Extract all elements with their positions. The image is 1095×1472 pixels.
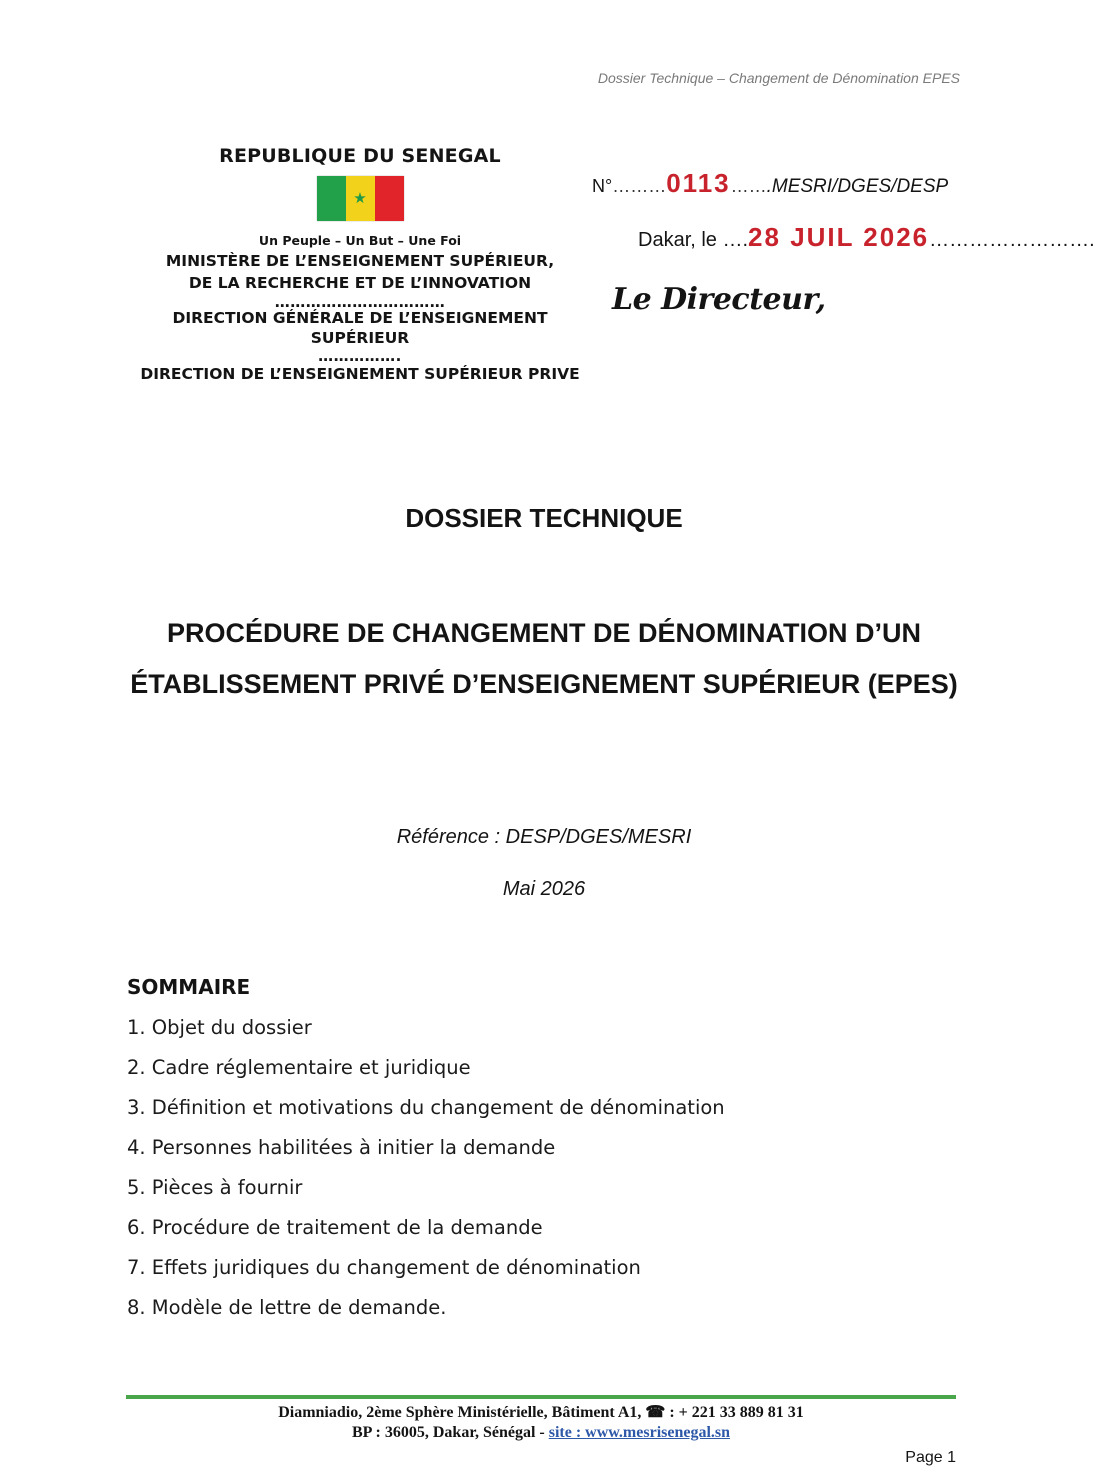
flag-star-icon: ★ [353, 189, 367, 207]
dges-line-1: DIRECTION GÉNÉRALE DE L’ENSEIGNEMENT [172, 309, 548, 327]
date-value-stamp: 28 JUIL 2026 [748, 222, 930, 252]
running-header: Dossier Technique – Changement de Dénomination EPES [597, 70, 960, 86]
number-value-stamp: 0113 [666, 168, 731, 198]
ministry-name [120, 250, 600, 294]
letterhead-separator: …………………………… [274, 293, 446, 311]
number-code: .MESRI/DGES/DESP [766, 176, 949, 197]
ministry-line-1: MINISTÈRE DE L’ENSEIGNEMENT SUPÉRIEUR, [165, 252, 555, 270]
flag-red-band [375, 176, 404, 221]
summary-item: 2. Cadre réglementaire et juridique [127, 1056, 471, 1079]
footer-divider [126, 1395, 956, 1399]
letter-number [592, 168, 948, 199]
letterhead-separator-short: ……………. [318, 347, 402, 365]
document-title: DOSSIER TECHNIQUE [405, 503, 683, 533]
dges-name [120, 308, 600, 348]
summary-item: 5. Pièces à fournir [127, 1176, 303, 1199]
document-reference: Référence : DESP/DGES/MESRI [396, 826, 692, 848]
summary-item: 6. Procédure de traitement de la demande [127, 1216, 543, 1239]
footer-line-1: Diamniadio, 2ème Sphère Ministérielle, Bâtiment A1, ☎ : + 221 33 889 81 31 [278, 1404, 804, 1421]
summary-item: 3. Définition et motivations du changement de dénomination [127, 1096, 725, 1119]
summary-title: SOMMAIRE [127, 975, 251, 999]
signature-title: Le Directeur, [612, 282, 826, 317]
summary-item: 8. Modèle de lettre de demande. [127, 1296, 447, 1319]
number-prefix: N° [592, 176, 613, 196]
footer-address [120, 1403, 962, 1443]
letterhead [120, 145, 600, 384]
flag-yellow-band [346, 176, 375, 221]
number-dots-b: …… [730, 176, 767, 196]
date-dots: ……………………. [929, 229, 1095, 251]
dges-line-2: SUPÉRIEUR [310, 329, 410, 347]
republic-title: REPUBLIQUE DU SENEGAL [219, 145, 501, 167]
summary-item: 4. Personnes habilitées à initier la demande [127, 1136, 556, 1159]
footer-postal: BP : 36005, Dakar, Sénégal - [351, 1424, 549, 1441]
senegal-flag-icon [317, 176, 404, 221]
letter-date [638, 222, 1095, 253]
date-prefix: Dakar, le …. [638, 229, 749, 251]
website-link[interactable]: site : www.mesrisenegal.sn [548, 1424, 731, 1441]
summary-item: 7. Effets juridiques du changement de dénomination [127, 1256, 641, 1279]
flag-green-band [317, 176, 346, 221]
desp-name: DIRECTION DE L’ENSEIGNEMENT SUPÉRIEUR PRIVE [140, 365, 580, 383]
ministry-line-2: DE LA RECHERCHE ET DE L’INNOVATION [188, 274, 532, 292]
document-date: Mai 2026 [502, 878, 586, 900]
page-number: Page 1 [905, 1449, 956, 1466]
summary-item: 1. Objet du dossier [127, 1016, 312, 1039]
summary-list [127, 1010, 725, 1330]
number-dots-a: ……… [612, 176, 667, 196]
document-subtitle: PROCÉDURE DE CHANGEMENT DE DÉNOMINATION D’UN ÉTABLISSEMENT PRIVÉ D’ENSEIGNEMENT SUPÉRIEUR (EPES) [130, 618, 958, 699]
footer-line-2 [120, 1423, 962, 1443]
national-motto: Un Peuple – Un But – Une Foi [258, 233, 462, 248]
